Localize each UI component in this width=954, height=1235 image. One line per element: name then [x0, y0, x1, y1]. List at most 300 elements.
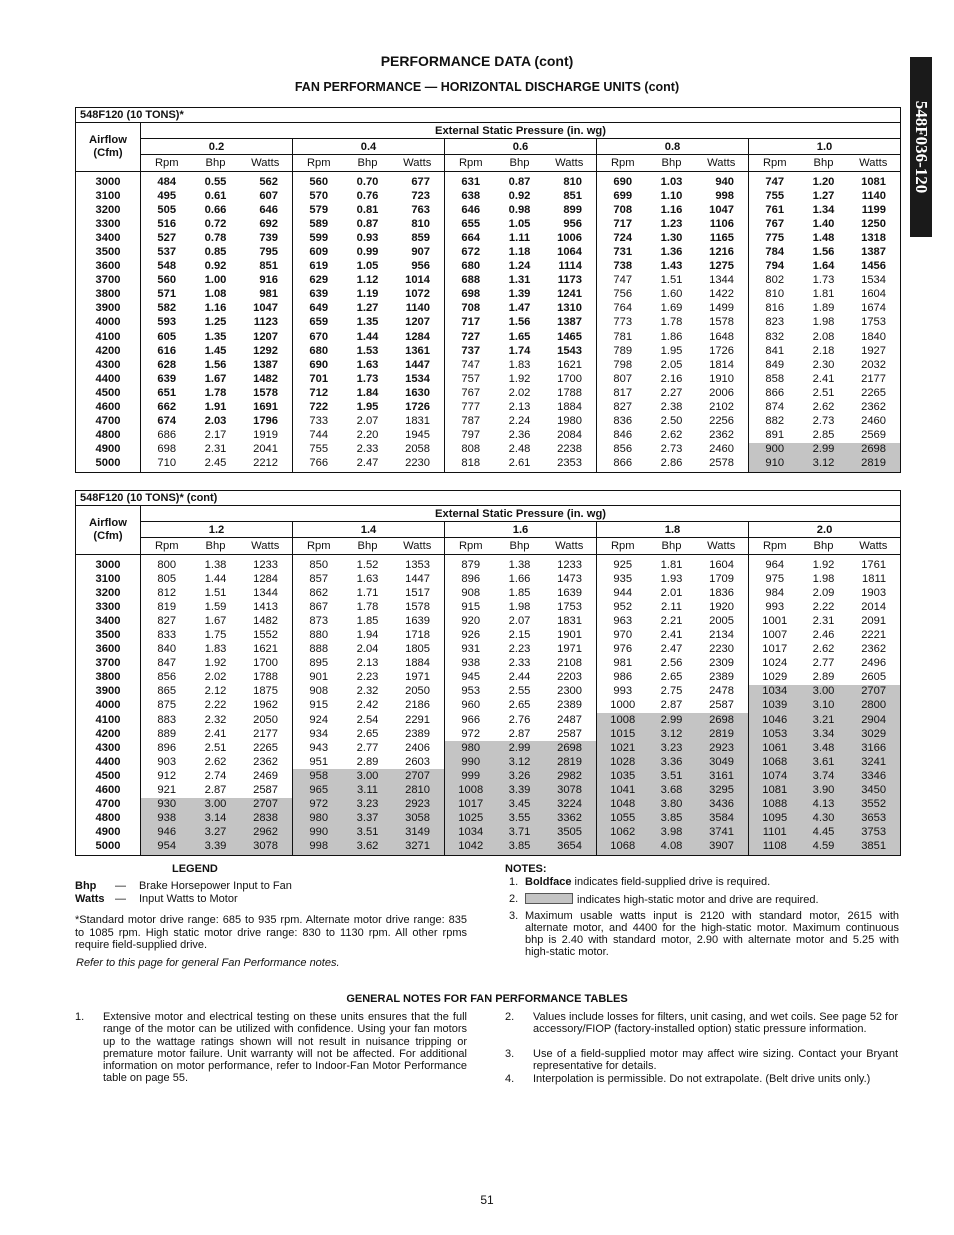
- value-cell-bhp: 2.13: [356, 657, 379, 670]
- value-cell-bhp: 2.62: [812, 401, 835, 414]
- value-cell-bhp: 2.42: [356, 699, 379, 712]
- value-cell-watts: 3295: [695, 784, 749, 798]
- value-cell-bhp: 2.44: [508, 671, 531, 684]
- value-cell-watts: 3224: [543, 798, 597, 812]
- value-cell-bhp: 2.03: [204, 415, 227, 428]
- value-cell-watts: 1674: [847, 302, 901, 316]
- value-cell-watts: 1456: [847, 260, 901, 274]
- value-cell-watts: 1361: [391, 344, 445, 358]
- value-cell-watts: 2838: [239, 812, 293, 826]
- airflow-cell: 3900: [76, 302, 141, 316]
- airflow-cell: 3300: [76, 600, 141, 614]
- value-cell-bhp: 2.21: [660, 614, 683, 627]
- value-cell-bhp: 2.41: [660, 629, 683, 642]
- value-cell-bhp: 3.51: [649, 769, 695, 783]
- value-cell-watts: 2177: [239, 727, 293, 741]
- value-cell-watts: 2810: [391, 784, 445, 798]
- value-cell-rpm: 883: [157, 713, 177, 726]
- value-cell-bhp: 1.69: [660, 302, 683, 315]
- value-cell-bhp: 1.89: [812, 302, 835, 315]
- column-header-watts: Watts: [239, 155, 293, 172]
- value-cell-bhp: 2.77: [356, 741, 379, 754]
- value-cell-watts: 1473: [543, 572, 597, 586]
- value-cell-bhp: 2.73: [660, 443, 683, 456]
- value-cell-watts: 1552: [239, 628, 293, 642]
- value-cell-bhp: 1.25: [204, 316, 227, 329]
- value-cell-rpm: 1025: [445, 812, 497, 826]
- value-cell-bhp: 1.00: [204, 274, 227, 287]
- value-cell-watts: 1465: [543, 330, 597, 344]
- value-cell-bhp: 1.35: [204, 330, 227, 343]
- value-cell-bhp: 2.33: [356, 443, 379, 456]
- value-cell-watts: 3241: [847, 755, 901, 769]
- value-cell-rpm: 958: [293, 769, 345, 783]
- column-header-watts: Watts: [543, 538, 597, 555]
- value-cell-watts: 2707: [239, 798, 293, 812]
- value-cell-watts: 1788: [543, 386, 597, 400]
- airflow-cell: 3400: [76, 614, 141, 628]
- value-cell-bhp: 1.30: [660, 231, 683, 244]
- value-cell-bhp: 2.33: [508, 657, 531, 670]
- airflow-cell: 3200: [76, 203, 141, 217]
- value-cell-watts: 2221: [847, 628, 901, 642]
- value-cell-watts: 2362: [239, 755, 293, 769]
- table-row: [76, 643, 901, 657]
- value-cell-bhp: 2.31: [812, 614, 835, 627]
- value-cell-bhp: 3.10: [801, 699, 847, 713]
- value-cell-rpm: 655: [461, 217, 481, 230]
- value-cell-rpm: 875: [157, 699, 177, 712]
- value-cell-bhp: 1.74: [508, 344, 531, 357]
- value-cell-bhp: 2.65: [356, 727, 379, 740]
- value-cell-watts: 3149: [391, 826, 445, 840]
- value-cell-rpm: 582: [157, 302, 177, 315]
- value-cell-rpm: 698: [157, 443, 177, 456]
- value-cell-rpm: 954: [141, 840, 193, 856]
- value-cell-bhp: 2.07: [356, 415, 379, 428]
- value-cell-rpm: 756: [613, 288, 633, 301]
- value-cell-rpm: 908: [461, 586, 481, 599]
- value-cell-watts: 1014: [391, 274, 445, 288]
- value-cell-rpm: 631: [461, 175, 481, 188]
- value-cell-watts: 1700: [543, 372, 597, 386]
- airflow-cell: 4400: [76, 372, 141, 386]
- value-cell-rpm: 628: [157, 358, 177, 371]
- value-cell-watts: 2102: [695, 401, 749, 415]
- value-cell-rpm: 649: [309, 302, 329, 315]
- value-cell-watts: 2698: [695, 713, 749, 727]
- table-row: [76, 826, 901, 840]
- airflow-cell: 3100: [76, 189, 141, 203]
- value-cell-rpm: 812: [157, 586, 177, 599]
- value-cell-rpm: 766: [293, 457, 345, 473]
- value-cell-rpm: 833: [157, 629, 177, 642]
- value-cell-rpm: 1061: [749, 741, 801, 755]
- value-cell-watts: 2005: [695, 614, 749, 628]
- value-cell-rpm: 910: [749, 457, 801, 473]
- value-cell-watts: 1447: [391, 572, 445, 586]
- value-cell-rpm: 744: [309, 429, 329, 442]
- value-cell-rpm: 1008: [597, 713, 649, 727]
- table-caption: 548F120 (10 TONS)* (cont): [76, 491, 901, 506]
- value-cell-watts: 2819: [695, 727, 749, 741]
- value-cell-rpm: 579: [309, 203, 329, 216]
- value-cell-rpm: 1068: [597, 840, 649, 856]
- value-cell-rpm: 527: [157, 231, 177, 244]
- value-cell-bhp: 1.51: [660, 274, 683, 287]
- value-cell-rpm: 816: [765, 302, 785, 315]
- legend-item-bhp: [75, 880, 292, 892]
- airflow-cell: 3800: [76, 671, 141, 685]
- value-cell-watts: 2084: [543, 429, 597, 443]
- value-cell-rpm: 638: [461, 189, 481, 202]
- value-cell-watts: 1047: [239, 302, 293, 316]
- value-cell-bhp: 2.32: [356, 685, 379, 698]
- value-cell-rpm: 537: [157, 246, 177, 259]
- value-cell-watts: 1648: [695, 330, 749, 344]
- airflow-cell: 4300: [76, 741, 141, 755]
- pressure-header: 2.0: [749, 522, 901, 538]
- value-cell-watts: 3058: [391, 812, 445, 826]
- value-cell-rpm: 1068: [749, 755, 801, 769]
- value-cell-watts: 2819: [543, 755, 597, 769]
- value-cell-bhp: 1.52: [356, 558, 379, 571]
- table-row: [76, 769, 901, 783]
- value-cell-bhp: 2.54: [356, 713, 379, 726]
- value-cell-bhp: 1.20: [812, 175, 835, 188]
- value-cell-rpm: 862: [309, 586, 329, 599]
- drive-range-footnote: *Standard motor drive range: 685 to 935 rpm. Alternate motor drive range: 835 to 1085 rpm. High static motor drive range: 830 to 1130 rpm. All other rpms require field-supplied drive.: [75, 914, 467, 951]
- value-cell-watts: 1387: [847, 245, 901, 259]
- value-cell-watts: 1482: [239, 614, 293, 628]
- value-cell-bhp: 1.44: [204, 572, 227, 585]
- value-cell-watts: 2962: [239, 826, 293, 840]
- value-cell-watts: 1726: [391, 401, 445, 415]
- airflow-cell: 4400: [76, 755, 141, 769]
- column-header-watts: Watts: [695, 538, 749, 555]
- value-cell-rpm: 560: [309, 175, 329, 188]
- value-cell-rpm: 701: [309, 372, 329, 385]
- value-cell-bhp: 1.05: [508, 217, 531, 230]
- table-row: [76, 401, 901, 415]
- value-cell-bhp: 3.12: [649, 727, 695, 741]
- value-cell-rpm: 800: [157, 558, 177, 571]
- table-row: [76, 614, 901, 628]
- value-cell-bhp: 0.85: [204, 246, 227, 259]
- value-cell-watts: 1814: [695, 358, 749, 372]
- value-cell-bhp: 0.92: [204, 260, 227, 273]
- value-cell-watts: 1788: [239, 671, 293, 685]
- value-cell-rpm: 609: [309, 246, 329, 259]
- value-cell-rpm: 836: [613, 415, 633, 428]
- value-cell-watts: 1901: [543, 628, 597, 642]
- value-cell-rpm: 1035: [597, 769, 649, 783]
- value-cell-watts: 1840: [847, 330, 901, 344]
- value-cell-watts: 2238: [543, 443, 597, 457]
- table-row: [76, 274, 901, 288]
- value-cell-watts: 1140: [847, 189, 901, 203]
- value-cell-rpm: 1095: [749, 812, 801, 826]
- value-cell-rpm: 548: [157, 260, 177, 273]
- value-cell-bhp: 1.83: [508, 358, 531, 371]
- table-row: [76, 727, 901, 741]
- esp-header: External Static Pressure (in. wg): [141, 123, 901, 139]
- value-cell-watts: 1534: [847, 274, 901, 288]
- value-cell-bhp: 1.98: [812, 316, 835, 329]
- table-row: [76, 457, 901, 473]
- value-cell-bhp: 1.73: [356, 372, 379, 385]
- value-cell-rpm: 789: [613, 344, 633, 357]
- value-cell-watts: 2469: [239, 769, 293, 783]
- value-cell-watts: 3907: [695, 840, 749, 856]
- value-cell-watts: 1700: [239, 657, 293, 671]
- airflow-cell: 4800: [76, 812, 141, 826]
- value-cell-bhp: 3.00: [801, 685, 847, 699]
- value-cell-rpm: 930: [141, 798, 193, 812]
- value-cell-bhp: 0.92: [508, 189, 531, 202]
- value-cell-bhp: 1.86: [660, 330, 683, 343]
- value-cell-bhp: 4.45: [801, 826, 847, 840]
- value-cell-rpm: 1007: [762, 629, 788, 642]
- value-cell-watts: 1064: [543, 245, 597, 259]
- value-cell-rpm: 724: [613, 231, 633, 244]
- value-cell-rpm: 908: [309, 685, 329, 698]
- value-cell-watts: 3078: [543, 784, 597, 798]
- general-note-number: 1.: [75, 1011, 85, 1023]
- value-cell-watts: 2186: [391, 699, 445, 713]
- value-cell-rpm: 938: [461, 657, 481, 670]
- value-cell-watts: 1796: [239, 415, 293, 429]
- airflow-cell: 3300: [76, 217, 141, 231]
- pressure-header: 1.4: [293, 522, 445, 538]
- value-cell-bhp: 1.59: [204, 600, 227, 613]
- value-cell-rpm: 810: [765, 288, 785, 301]
- value-cell-watts: 2707: [391, 769, 445, 783]
- value-cell-watts: 998: [695, 189, 749, 203]
- value-cell-watts: 2108: [543, 657, 597, 671]
- value-cell-rpm: 963: [613, 614, 633, 627]
- value-cell-watts: 2605: [847, 671, 901, 685]
- value-cell-watts: 1919: [239, 429, 293, 443]
- page-title: PERFORMANCE DATA (cont): [380, 53, 574, 69]
- note-number: 1.: [509, 876, 519, 888]
- value-cell-rpm: 980: [293, 812, 345, 826]
- value-cell-rpm: 934: [309, 727, 329, 740]
- value-cell-watts: 1805: [391, 643, 445, 657]
- value-cell-watts: 1292: [239, 344, 293, 358]
- value-cell-bhp: 0.61: [204, 189, 227, 202]
- value-cell-bhp: 1.08: [204, 288, 227, 301]
- value-cell-watts: 1980: [543, 415, 597, 429]
- value-cell-bhp: 2.65: [508, 699, 531, 712]
- value-cell-rpm: 662: [157, 401, 177, 414]
- value-cell-bhp: 3.23: [345, 798, 391, 812]
- column-header-bhp: Bhp: [193, 538, 239, 555]
- note-number: 2.: [509, 893, 519, 905]
- column-header-watts: Watts: [391, 155, 445, 172]
- value-cell-rpm: 794: [765, 260, 785, 273]
- value-cell-watts: 2041: [239, 443, 293, 457]
- general-note-text: Values include losses for filters, unit casing, and wet coils. See page 52 for accessory/FIOP (factory-installed option) static pressure information.: [533, 1011, 898, 1036]
- airflow-cell: 4100: [76, 330, 141, 344]
- general-note-number: 4.: [505, 1073, 515, 1085]
- value-cell-bhp: 0.87: [356, 217, 379, 230]
- table-row: [76, 415, 901, 429]
- value-cell-watts: 3078: [239, 840, 293, 856]
- value-cell-watts: 3584: [695, 812, 749, 826]
- value-cell-watts: 1413: [239, 600, 293, 614]
- value-cell-rpm: 943: [309, 741, 329, 754]
- value-cell-rpm: 827: [157, 614, 177, 627]
- value-cell-bhp: 2.38: [660, 401, 683, 414]
- airflow-header: Airflow (Cfm): [76, 123, 141, 172]
- value-cell-bhp: 1.40: [812, 217, 835, 230]
- value-cell-rpm: 981: [613, 657, 633, 670]
- note-text: Maximum usable watts input is 2120 with standard motor, 2615 with alternate motor, and 4400 for the high-static motor. Maximum continuous bhp is 2.40 with standard motor, 2.90 with alternate motor and 5.25 with high-static motor.: [525, 910, 899, 958]
- value-cell-bhp: 1.18: [508, 246, 531, 259]
- value-cell-rpm: 840: [157, 643, 177, 656]
- value-cell-watts: 3450: [847, 784, 901, 798]
- value-cell-bhp: 2.09: [812, 586, 835, 599]
- table-row: [76, 755, 901, 769]
- value-cell-rpm: 1088: [749, 798, 801, 812]
- value-cell-bhp: 1.16: [660, 203, 683, 216]
- value-cell-rpm: 747: [461, 358, 481, 371]
- value-cell-rpm: 832: [765, 330, 785, 343]
- value-cell-bhp: 2.87: [204, 784, 227, 797]
- airflow-cell: 3000: [76, 555, 141, 573]
- value-cell-rpm: 775: [765, 231, 785, 244]
- value-cell-watts: 1604: [695, 555, 749, 573]
- value-cell-bhp: 1.45: [204, 344, 227, 357]
- value-cell-bhp: 1.31: [508, 274, 531, 287]
- value-cell-watts: 2389: [391, 727, 445, 741]
- value-cell-bhp: 1.27: [812, 189, 835, 202]
- value-cell-bhp: 2.87: [660, 699, 683, 712]
- pressure-header: 0.2: [141, 139, 293, 155]
- value-cell-rpm: 757: [461, 372, 481, 385]
- value-cell-rpm: 926: [461, 629, 481, 642]
- value-cell-watts: 1233: [239, 555, 293, 573]
- value-cell-bhp: 1.95: [356, 401, 379, 414]
- value-cell-watts: 1165: [695, 231, 749, 245]
- table-row: [76, 330, 901, 344]
- value-cell-bhp: 0.93: [356, 231, 379, 244]
- value-cell-rpm: 817: [613, 386, 633, 399]
- value-cell-rpm: 599: [309, 231, 329, 244]
- value-cell-rpm: 761: [765, 203, 785, 216]
- value-cell-watts: 3552: [847, 798, 901, 812]
- value-cell-watts: 3741: [695, 826, 749, 840]
- value-cell-rpm: 639: [157, 372, 177, 385]
- table-row: [76, 713, 901, 727]
- column-header-bhp: Bhp: [801, 155, 847, 172]
- value-cell-watts: 2006: [695, 386, 749, 400]
- value-cell-rpm: 1062: [597, 826, 649, 840]
- value-cell-rpm: 896: [461, 572, 481, 585]
- value-cell-rpm: 850: [309, 558, 329, 571]
- value-cell-watts: 2389: [543, 699, 597, 713]
- pressure-header: 1.8: [597, 522, 749, 538]
- value-cell-rpm: 1034: [749, 685, 801, 699]
- value-cell-watts: 3346: [847, 769, 901, 783]
- value-cell-rpm: 589: [309, 217, 329, 230]
- column-header-bhp: Bhp: [193, 155, 239, 172]
- pressure-header: 1.2: [141, 522, 293, 538]
- value-cell-bhp: 2.99: [497, 741, 543, 755]
- value-cell-watts: 1621: [239, 643, 293, 657]
- value-cell-bhp: 1.78: [204, 386, 227, 399]
- value-cell-bhp: 4.59: [801, 840, 847, 856]
- value-cell-bhp: 2.27: [660, 386, 683, 399]
- value-cell-rpm: 798: [613, 358, 633, 371]
- table-row: [76, 586, 901, 600]
- value-cell-rpm: 619: [309, 260, 329, 273]
- value-cell-watts: 1709: [695, 572, 749, 586]
- column-header-rpm: Rpm: [445, 155, 497, 172]
- value-cell-bhp: 1.92: [508, 372, 531, 385]
- value-cell-rpm: 921: [157, 784, 177, 797]
- value-cell-rpm: 731: [613, 246, 633, 259]
- shade-swatch: [525, 893, 573, 904]
- value-cell-watts: 2050: [391, 685, 445, 699]
- value-cell-bhp: 3.36: [649, 755, 695, 769]
- value-cell-bhp: 1.56: [508, 316, 531, 329]
- value-cell-watts: 2230: [695, 643, 749, 657]
- general-note-2: [505, 1011, 898, 1036]
- value-cell-watts: 2478: [695, 685, 749, 699]
- value-cell-rpm: 484: [157, 175, 177, 188]
- value-cell-rpm: 990: [445, 755, 497, 769]
- value-cell-watts: 851: [543, 189, 597, 203]
- value-cell-rpm: 1046: [749, 713, 801, 727]
- value-cell-watts: 1387: [239, 358, 293, 372]
- value-cell-bhp: 1.10: [660, 189, 683, 202]
- column-header-bhp: Bhp: [345, 155, 391, 172]
- airflow-cell: 3500: [76, 628, 141, 642]
- value-cell-bhp: 2.24: [508, 415, 531, 428]
- value-cell-bhp: 0.81: [356, 203, 379, 216]
- value-cell-rpm: 777: [461, 401, 481, 414]
- value-cell-bhp: 2.30: [812, 358, 835, 371]
- table-row: [76, 685, 901, 699]
- value-cell-bhp: 2.56: [660, 657, 683, 670]
- column-header-rpm: Rpm: [293, 538, 345, 555]
- value-cell-bhp: 2.85: [812, 429, 835, 442]
- legend-text: Input Watts to Motor: [139, 893, 238, 905]
- value-cell-rpm: 970: [613, 629, 633, 642]
- column-header-watts: Watts: [847, 155, 901, 172]
- value-cell-watts: 607: [239, 189, 293, 203]
- value-cell-watts: 2265: [847, 386, 901, 400]
- value-cell-watts: 1726: [695, 344, 749, 358]
- column-header-watts: Watts: [239, 538, 293, 555]
- value-cell-rpm: 879: [461, 558, 481, 571]
- general-note-1: [75, 1011, 467, 1085]
- value-cell-rpm: 807: [613, 372, 633, 385]
- value-cell-rpm: 819: [157, 600, 177, 613]
- value-cell-rpm: 737: [461, 344, 481, 357]
- column-header-bhp: Bhp: [801, 538, 847, 555]
- value-cell-bhp: 3.55: [497, 812, 543, 826]
- value-cell-rpm: 858: [765, 372, 785, 385]
- value-cell-bhp: 0.66: [204, 203, 227, 216]
- airflow-cell: 3000: [76, 172, 141, 190]
- airflow-cell: 3400: [76, 231, 141, 245]
- value-cell-watts: 810: [391, 217, 445, 231]
- value-cell-watts: 1604: [847, 288, 901, 302]
- value-cell-watts: 2362: [847, 643, 901, 657]
